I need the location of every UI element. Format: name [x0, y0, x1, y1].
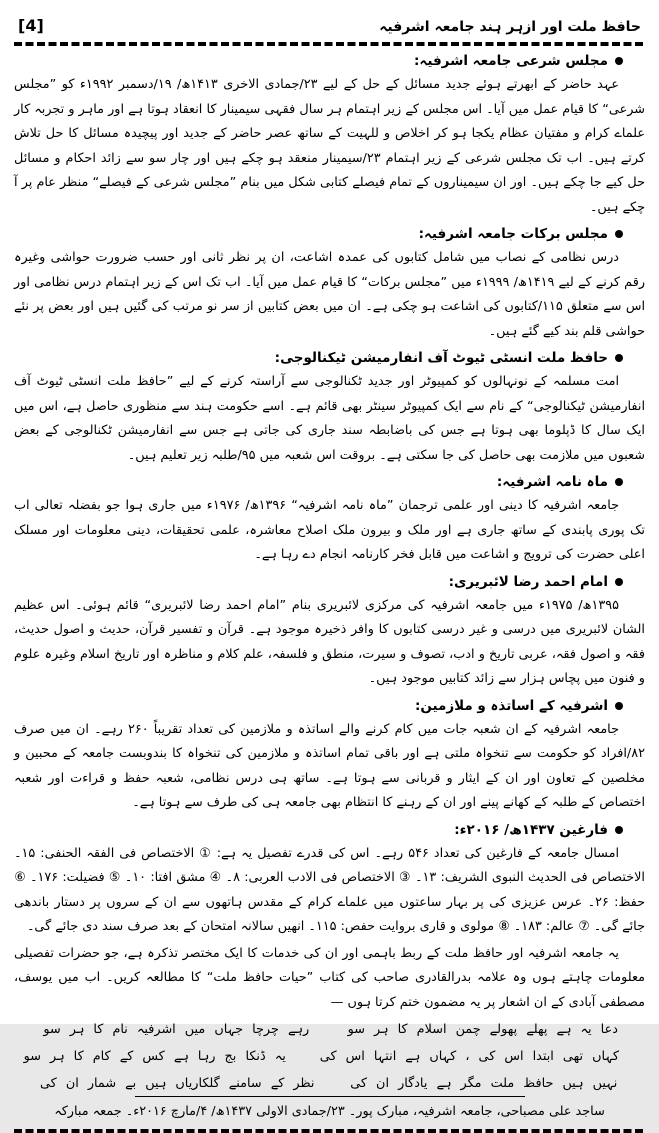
- section-heading-text: اشرفیہ کے اساتذہ و ملازمین:: [414, 697, 608, 714]
- section-heading: [14, 50, 623, 72]
- poem-couplet-3: [40, 1070, 619, 1097]
- section-body: درس نظامی کے نصاب میں شامل کتابوں کی عمدہ اشاعت، ان پر نظر ثانی اور حسب ضرورت حواشی وغیرہ رقم کرنے کے لیے ۱۴۱۹ھ/ ۱۹۹۹ء میں ”مجلس برکات“ کا قیام عمل میں آیا۔ اب تک اس کے زیر اہتمام درس نظامی اور اس سے متعلق ۱۱۵/کتابوں کی اشاعت ہو چکی ہے۔ ان میں بعض کتابیں از سر نو مرتب کی گئیں ہیں اور بعض پر نئے حواشی قلم بند کیے گئے ہیں۔: [14, 250, 645, 339]
- section-body: عہد حاضر کے ابھرتے ہوئے جدید مسائل کے حل کے لیے ۲۳/جمادی الاخری ۱۴۱۳ھ/ ۱۹/دسمبر ۱۹۹۲ء کو ”مجلس شرعی“ کا قیام عمل میں آیا۔ اس مجلس کے زیر اہتمام ہر سال فقہی سیمینار کا انعقاد ہوتا ہے اور ماہر و تجربہ کار علماے کرام و مفتیان عظام یکجا ہو کر اخلاص و للہیت کے ساتھ عصر حاضر کے جدید اور پیچیدہ مسائل کا حل تلاش کرتے ہیں۔ اب تک مجلس شرعی کے زیر اہتمام ۲۳/سیمینار منعقد ہو چکے ہیں اور چار سو سے زائد احکام و مسائل حل کیے جا چکے ہیں۔ اور ان سیمیناروں کے تمام فیصلے کتابی شکل میں بنام ”مجلس شرعی کے فیصلے“ منظر عام پر آ چکے ہیں۔: [14, 77, 645, 215]
- page-title: حافظ ملت اور ازہر ہند جامعہ اشرفیہ: [379, 19, 641, 35]
- section-heading: [14, 819, 623, 841]
- dashed-divider-top: [14, 42, 645, 46]
- page-header: [14, 6, 645, 39]
- poem-couplet-1: [40, 1016, 619, 1043]
- section-library: [14, 571, 645, 692]
- hemistich-right: کہاں تھی ابتدا اس کی ، کہاں ہے انتہا اس کی: [319, 1049, 619, 1064]
- section-heading: [14, 223, 623, 245]
- hemistich-left: نظر کے سامنے گلکاریاں ہیں بے شمار ان کی: [40, 1076, 315, 1091]
- section-heading-text: فارغین ۱۴۳۷ھ/ ۲۰۱۶ء:: [454, 821, 608, 838]
- section-body: جامعہ اشرفیہ کے ان شعبہ جات میں کام کرنے والے اساتذہ و ملازمین کی تعداد تقریباً ۲۶۰ رہے۔ ان میں صرف ۸۲/افراد کو حکومت سے تنخواہ ملتی ہے اور باقی تمام اساتذہ و ملازمین کی تنخواہ کا بندوبست جامعہ کے محبین و مخلصین کے تعاون اور ان کے ایثار و قربانی سے ہوتا ہے۔ ساتھ ہی درس نظامی، شعبہ حفظ و قراءت اور شعبہ اختصاص کے طلبہ کے کھانے پینے اور ان کے رہنے کا انتظام بھی جامعہ ہی کی طرف سے ہوتا ہے۔: [14, 721, 645, 810]
- poem-couplet-2: [23, 1043, 619, 1070]
- section-heading-text: ماہ نامہ اشرفیہ:: [496, 474, 608, 490]
- section-body: جامعہ اشرفیہ کا دینی اور علمی ترجمان ”ماہ نامہ اشرفیہ“ ۱۳۹۶ھ/ ۱۹۷۶ء میں جاری ہوا جو بفضلہ تعالی اب تک پوری پابندی کے ساتھ جاری ہے اور ملک و بیرون ملک اصلاح معاشرہ، علمی تحقیقات، دینی معلومات اور مسلک اعلی حضرت کی ترویج و اشاعت میں قابل فخر کارنامہ انجام دے رہا ہے۔: [14, 498, 645, 562]
- bullet-icon: [615, 354, 623, 362]
- section-staff: [14, 695, 645, 816]
- bullet-icon: [615, 826, 623, 834]
- bullet-icon: [615, 578, 623, 586]
- section-majlis-sharai: [14, 50, 645, 220]
- hemistich-left: یہ ڈنکا بج رہا ہے کس کے کام کا ہر سو: [23, 1049, 286, 1064]
- bullet-icon: [615, 478, 623, 486]
- section-heading-text: مجلس شرعی جامعہ اشرفیہ:: [414, 53, 608, 69]
- page-number: [4]: [18, 16, 44, 35]
- section-heading: [14, 347, 623, 369]
- section-mahnama-ashrafia: [14, 471, 645, 568]
- section-body: ۱۳۹۵ھ/ ۱۹۷۵ء میں جامعہ اشرفیہ کی مرکزی لائبریری بنام ”امام احمد رضا لائبریری“ قائم ہوئی۔ اس عظیم الشان لائبریری میں درسی و غیر درسی کتابوں کا وافر ذخیرہ موجود ہے۔ قرآن و تفسیر قرآن، حدیث و اصول حدیث، فقہ و اصول فقہ، عربی تاریخ و ادب، تصوف و سیرت، منطق و فلسفہ، علم کلام و مناظرہ اور تاریخ اسلام وغیرہ علوم و فنون میں پچاس ہزار سے زائد کتابیں موجود ہیں۔: [14, 597, 645, 686]
- author-signature-line: ساجد علی مصباحی، جامعہ اشرفیہ، مبارک پور۔ ۲۳/جمادی الاولی ۱۴۳۷ھ/ ۴/مارچ ۲۰۱۶ء۔ جمعہ مبارکہ: [54, 1104, 605, 1119]
- section-heading: [14, 695, 623, 717]
- section-majlis-barkat: [14, 223, 645, 344]
- section-institute-it: [14, 347, 645, 468]
- hemistich-right: نہیں ہیں حافظ ملت مگر ہے یادگار ان کی: [350, 1076, 618, 1091]
- section-body: امت مسلمہ کے نونہالوں کو کمپیوٹر اور جدید ٹکنالوجی سے آراستہ کرنے کے لیے ”حافظ ملت انسٹی ٹیوٹ آف انفارمیشن ٹیکنالوجی“ کے نام سے ایک کمپیوٹر سینٹر بھی قائم ہے۔ اسے حکومت ہند سے منظوری حاصل ہے، اس میں ایک سال کا ڈپلوما بھی ہوتا ہے جس کی باضابطہ سند جاری کی جاتی ہے جس سے انفارمیشن ٹکنالوجی کے بعض شعبوں میں ملازمت بھی حاصل کی جا سکتی ہے۔ بروقت اس شعبہ میں ۹۵/طلبہ زیر تعلیم ہیں۔: [14, 374, 645, 463]
- closing-paragraph: یہ جامعہ اشرفیہ اور حافظ ملت کے ربط باہمی اور ان کی خدمات کا ایک مختصر تذکرہ ہے، جو حضرات تفصیلی معلومات چاہتے ہوں وہ علامہ بدرالقادری صاحب کی کتاب ”حیات حافظ ملت“ کا مطالعہ کریں۔ اب میں یوسف، مصطفی آبادی کے ان اشعار پر یہ مضمون ختم کرتا ہوں —: [14, 945, 645, 1010]
- dashed-divider-bottom: [14, 1129, 645, 1133]
- poem-block: [23, 1016, 619, 1097]
- section-body: امسال جامعہ کے فارغین کی تعداد ۵۴۶ رہے۔ اس کی قدرے تفصیل یہ ہے: ① الاختصاص فی الفقہ الحنفی: ۱۵۔ الاختصاص فی الحدیث النبوی الشریف: ۱۳۔ ③ الاختصاص فی الادب العربی: ۸۔ ④ مشق افتا: ۱۰۔ ⑤ فضیلت: ۱۷۶۔ ⑥ حفظ: ۲۶۔ عرس عزیزی کی پر بہار ساعتوں میں علماے کرام کے مقدس ہاتھوں سے ان کے سروں پر دستار باندھی جائے گی۔ ⑦ عالم: ۱۸۳۔ ⑧ مولوی و قاری بروایت حفص: ۱۱۵۔ انھیں سالانہ امتحان کے بعد صرف سند دی جائے گی۔: [14, 845, 645, 934]
- section-graduates: [14, 819, 645, 940]
- section-heading: [14, 571, 623, 593]
- hemistich-left: رہے چرچا جہاں میں اشرفیہ نام کا ہر سو: [43, 1022, 310, 1037]
- bullet-icon: [615, 230, 623, 238]
- section-heading-text: امام احمد رضا لائبریری:: [448, 573, 608, 590]
- hemistich-right: دعا یہ ہے پھلے پھولے چمن اسلام کا ہر سو: [347, 1022, 618, 1037]
- bullet-icon: [615, 57, 623, 65]
- bullet-icon: [615, 702, 623, 710]
- section-heading-text: مجلس برکات جامعہ اشرفیہ:: [418, 226, 608, 242]
- section-heading: [14, 471, 623, 493]
- section-heading-text: حافظ ملت انسٹی ٹیوٹ آف انفارمیشن ٹیکنالوجی:: [274, 350, 608, 366]
